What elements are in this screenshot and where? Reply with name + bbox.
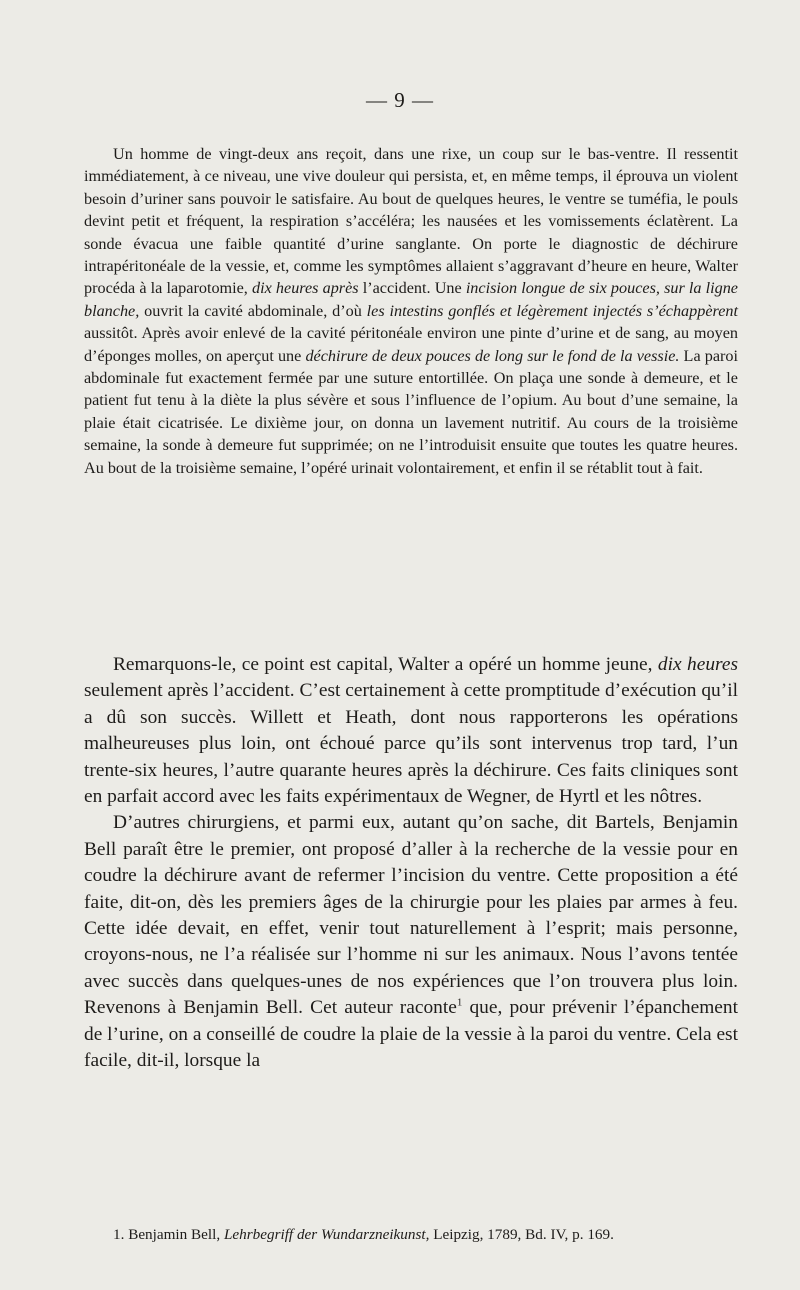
case-report-text: l’accident. Une [358, 279, 466, 298]
body-emphasis: dix heures [657, 654, 739, 675]
case-report-text: Un homme de vingt-deux ans reçoit, dans une rixe, un coup sur le bas-ventre. Il ressentit immédiatement, à ce niveau, une vive douleur qui persista, et, en même temps, il éprouva un violent besoin d’uriner sans pouvoir le satisfaire. Au bout de quelques heures, le ventre se tuméfia, le pouls devint petit et fréquent, la respiration s’accéléra; les nausées et les vomissements éclatèrent. La sonde évacua une faible quantité d’urine sanglante. On porte le diagnostic de déchirure intrapéritonéale de la vessie, et, comme les symptômes allaient s’aggravant d’heure en heure, Walter procéda à la laparotomie, [84, 145, 738, 298]
body-text-span: que, pour prévenir l’épanchement de l’urine, on a conseillé de coudre la plaie de la vessie à la paroi du ventre. Cela est facile, dit-il, lorsque la [84, 997, 738, 1072]
case-report-emphasis: incision longue de six pouces, sur la ligne blanche, [84, 279, 738, 320]
body-text-span: seulement après l’accident. C’est certainement à cette promptitude d’exécution qu’il a dû son succès. Willett et Heath, dont nous rapporterons les opérations malheureuses plus loin, ont échoué parce qu’ils sont intervenus trop tard, l’un trente-six heures, l’autre quarante heures après la déchirure. Ces faits cliniques sont en parfait accord avec les faits expérimentaux de Wegner, de Hyrtl et les nôtres. [84, 680, 738, 808]
body-paragraph-1 [84, 652, 738, 810]
footnote-text: Leipzig, 1789, Bd. IV, p. 169. [429, 1226, 614, 1243]
case-report-emphasis: dix heures après [252, 279, 359, 298]
page-number: — 9 — [366, 88, 434, 112]
footnote [84, 1225, 738, 1245]
footnote-book-title: Lehrbegriff der Wundarzneikunst, [223, 1226, 430, 1243]
case-report-text: ouvrit la cavité abdominale, d’où [139, 301, 367, 320]
footnote-reference[interactable]: 1 [456, 996, 463, 1009]
case-report-paragraph [84, 143, 738, 479]
case-report-emphasis: les intestins gonflés et légèrement injectés s’échappèrent [366, 301, 738, 320]
footnote-text: 1. Benjamin Bell, [113, 1226, 224, 1243]
case-report-text: La paroi abdominale fut exactement fermée par une suture entortillée. On plaça une sonde à demeure, et le patient fut tenu à la diète la plus sévère et sous l’influence de l’opium. Au bout d’une semaine, la plaie était cicatrisée. Le dixième jour, on donna un lavement nutritif. Au cours de la troisième semaine, la sonde à demeure fut supprimée; on ne l’introduisit ensuite que toutes les quatre heures. Au bout de la troisième semaine, l’opéré urinait volontairement, et enfin il se rétablit tout à fait. [84, 346, 738, 477]
case-report-emphasis: déchirure de deux pouces de long sur le fond de la vessie. [305, 346, 680, 365]
body-paragraph-2 [84, 810, 738, 1074]
body-text [84, 652, 738, 1075]
case-report-text: aussitôt. Après avoir enlevé de la cavité péritonéale environ une pinte d’urine et de sang, au moyen d’éponges molles, on aperçut une [84, 324, 738, 365]
body-text-span: D’autres chirurgiens, et parmi eux, autant qu’on sache, dit Bartels, Benjamin Bell paraît être le premier, ont proposé d’aller à la recherche de la vessie pour en coudre la déchirure avant de refermer l’incision du ventre. Cette proposition a été faite, dit-on, dès les premiers âges de la chirurgie pour les plaies par armes à feu. Cette idée devait, en effet, venir tout naturellement à l’esprit; mais personne, croyons-nous, ne l’a réalisée sur l’homme ni sur les animaux. Nous l’avons tentée avec succès dans quelques-unes de nos expériences que l’on trouvera plus loin. Revenons à Benjamin Bell. Cet auteur raconte [84, 812, 738, 1019]
body-text-span: Remarquons-le, ce point est capital, Walter a opéré un homme jeune, [113, 654, 658, 675]
